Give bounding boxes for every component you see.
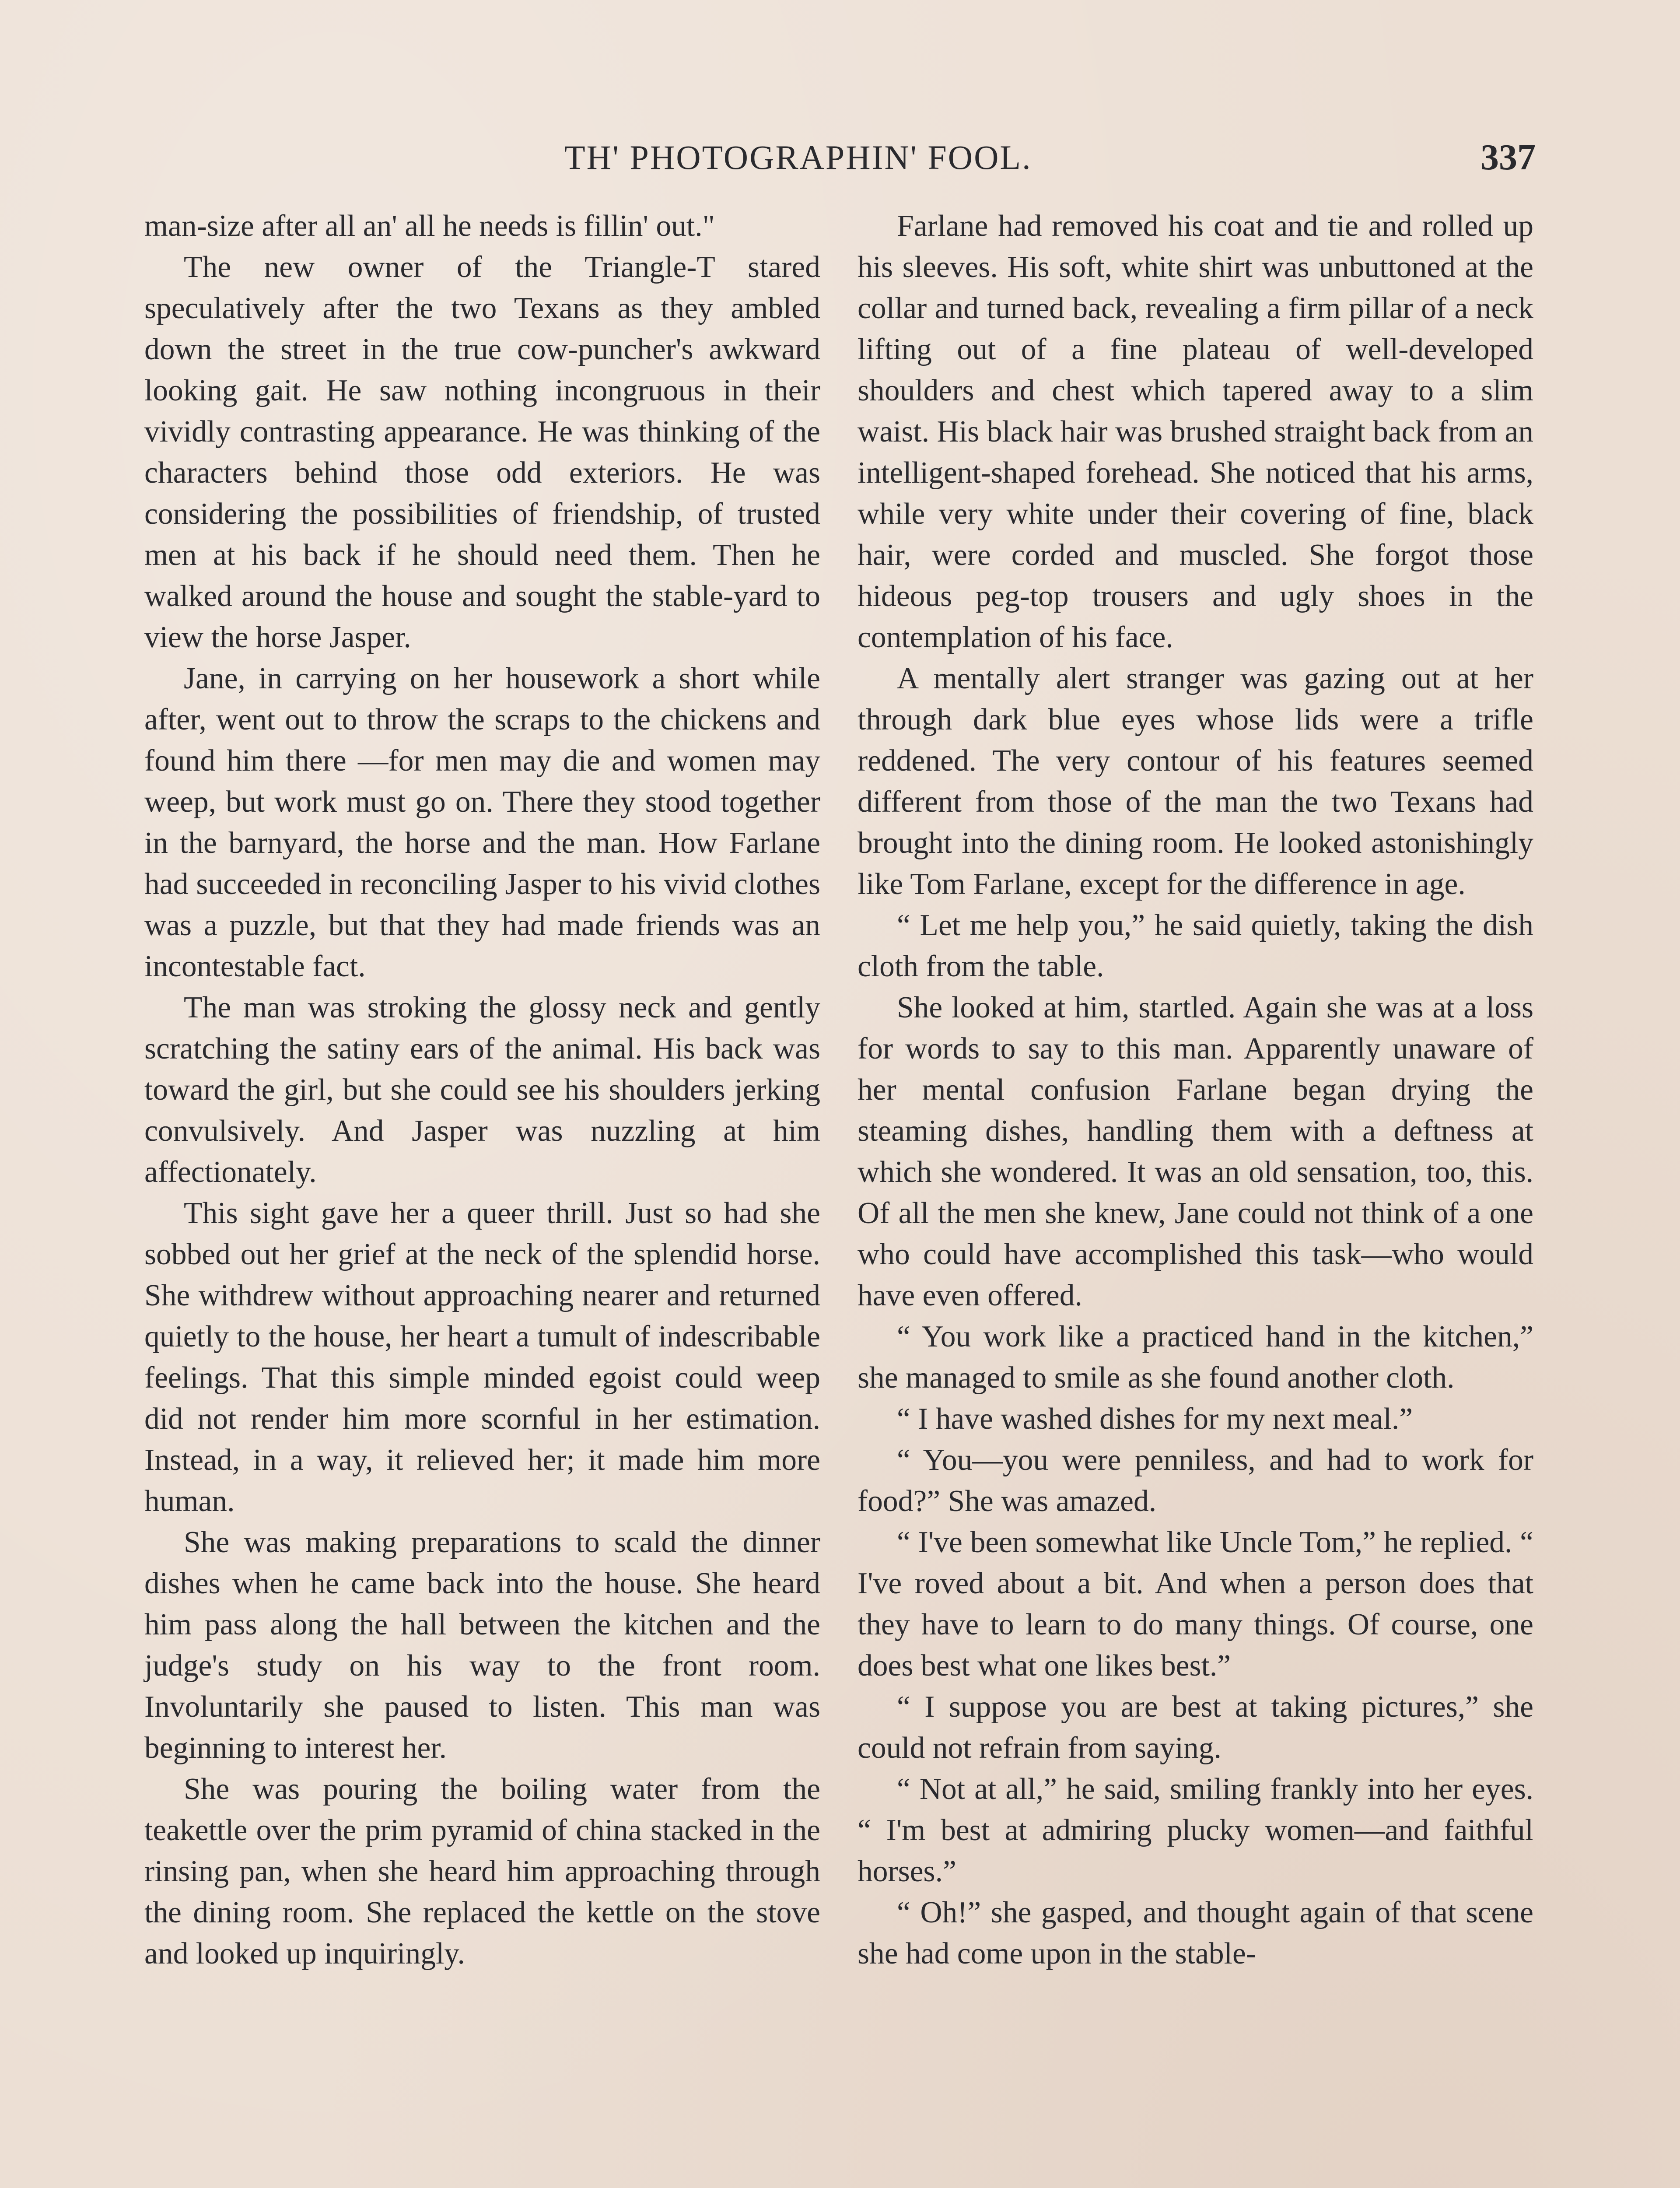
paragraph: A mentally alert stranger was gazing out at her through dark blue eyes whose lids were a trifle reddened. The very contour of his features seemed different from those of the man the two Texans had brought into the dining room. He looked astonishingly like Tom Farlane, except for the difference in age. (858, 662, 1533, 901)
paragraph: The man was stroking the glossy neck and gently scratching the satiny ears of the animal. His back was toward the girl, but she could see his shoulders jerking convulsively. And Jasper was nuzzling at him affectionately. (144, 991, 820, 1189)
paragraph: She was making preparations to scald the dinner dishes when he came back into the house. She heard him pass along the hall between the kitchen and the judge's study on his way to the front room. Involuntarily she paused to listen. This man was beginning to interest her. (144, 1525, 820, 1765)
paragraph: “ I suppose you are best at taking pictures,” she could not refrain from saying. (858, 1690, 1533, 1765)
paragraph: “ Not at all,” he said, smiling frankly into her eyes. “ I'm best at admiring plucky women—and faithful horses.” (858, 1772, 1533, 1888)
paragraph: “ You work like a practiced hand in the kitchen,” she managed to smile as she found another cloth. (858, 1320, 1533, 1395)
paragraph: Farlane had removed his coat and tie and rolled up his sleeves. His soft, white shirt was unbuttoned at the collar and turned back, revealing a firm pillar of a neck lifting out of a fine plateau of well-developed shoulders and chest which tapered away to a slim waist. His black hair was brushed straight back from an intelligent-shaped forehead. She noticed that his arms, while very white under their covering of fine, black hair, were corded and muscled. She forgot those hideous peg-top trousers and ugly shoes in the contemplation of his face. (858, 209, 1533, 654)
paragraph: She looked at him, startled. Again she was at a loss for words to say to this man. Apparently unaware of her mental confusion Farlane began drying the steaming dishes, handling them with a deftness at which she wondered. It was an old sensation, too, this. Of all the men she knew, Jane could not think of a one who could have accomplished this task—who would have even offered. (858, 991, 1533, 1312)
paragraph: “ Let me help you,” he said quietly, taking the dish cloth from the table. (858, 908, 1533, 983)
paragraph: “ Oh!” she gasped, and thought again of that scene she had come upon in the stable- (858, 1896, 1533, 1971)
paragraph: “ I've been somewhat like Uncle Tom,” he replied. “ I've roved about a bit. And when a person does that they have to learn to do many things. Of course, one does best what one likes best.” (858, 1525, 1533, 1683)
page-header (0, 131, 1680, 184)
left-column (144, 206, 820, 1974)
paragraph: She was pouring the boiling water from the teakettle over the prim pyramid of china stacked in the rinsing pan, when she heard him approaching through the dining room. She replaced the kettle on the stove and looked up inquiringly. (144, 1772, 820, 1971)
paragraph: man-size after all an' all he needs is fillin' out." (144, 209, 715, 243)
right-column (858, 206, 1533, 1974)
running-title: TH' PHOTOGRAPHIN' FOOL. (564, 138, 1032, 176)
page-number: 337 (1480, 137, 1536, 178)
paragraph: This sight gave her a queer thrill. Just so had she sobbed out her grief at the neck of the splendid horse. She withdrew without approaching nearer and returned quietly to the house, her heart a tumult of indescribable feelings. That this simple minded egoist could weep did not render him more scornful in her estimation. Instead, in a way, it relieved her; it made him more human. (144, 1196, 820, 1518)
paragraph: The new owner of the Triangle-T stared speculatively after the two Texans as they ambled down the street in the true cow-puncher's awkward looking gait. He saw nothing incongruous in their vividly contrasting appearance. He was thinking of the characters behind those odd exteriors. He was considering the possibilities of friendship, of trusted men at his back if he should need them. Then he walked around the house and sought the stable-yard to view the horse Jasper. (144, 250, 820, 654)
paragraph: Jane, in carrying on her housework a short while after, went out to throw the scraps to the chickens and found him there —for men may die and women may weep, but work must go on. There they stood together in the barnyard, the horse and the man. How Farlane had succeeded in reconciling Jasper to his vivid clothes was a puzzle, but that they had made friends was an incontestable fact. (144, 662, 820, 983)
paragraph: “ I have washed dishes for my next meal.” (897, 1402, 1413, 1436)
paragraph: “ You—you were penniless, and had to work for food?” She was amazed. (858, 1443, 1533, 1518)
